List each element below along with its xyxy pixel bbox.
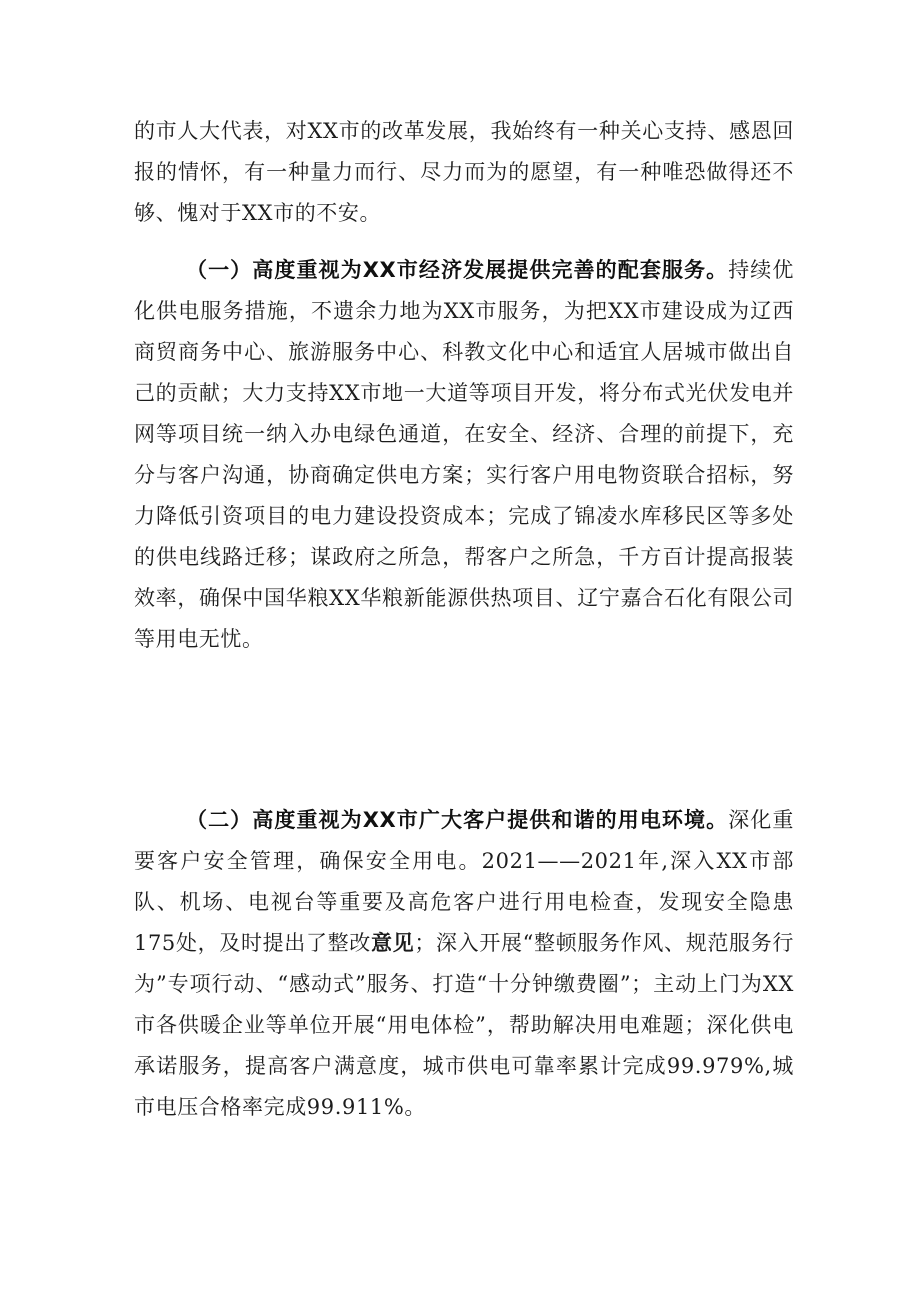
paragraph-body-part-1: 深化重要客户安全管理，确保安全用电。2021——2021年,深入XX市部队、机场、电视台等重要及高危客户进行用电检查，发现安全隐患175处，及时提出了整改 <box>134 808 794 955</box>
section-heading-2: （二）高度重视为XX市广大客户提供和谐的用电环境。 <box>186 808 729 832</box>
paragraph-section-1 <box>134 250 794 660</box>
section-heading-1: （一）高度重视为XX市经济发展提供完善的配套服务。 <box>186 258 729 282</box>
paragraph-section-2 <box>134 800 794 1128</box>
paragraph-intro-continuation <box>134 111 794 234</box>
paragraph-body: 的市人大代表，对XX市的改革发展，我始终有一种关心支持、感恩回报的情怀，有一种量力而行、尽力而为的愿望，有一种唯恐做得还不够、愧对于XX市的不安。 <box>134 119 794 225</box>
emphasized-word: 意见 <box>370 931 415 955</box>
paragraph-body-part-2: ；深入开展“整顿服务作风、规范服务行为”专项行动、“感动式”服务、打造“十分钟缴费圈”；主动上门为XX市各供暖企业等单位开展“用电体检”，帮助解决用电难题；深化供电承诺服务，提高客户满意度，城市供电可靠率累计完成99.979%,城市电压合格率完成99.911%。 <box>134 931 794 1119</box>
paragraph-body: 持续优化供电服务措施，不遗余力地为XX市服务，为把XX市建设成为辽西商贸商务中心、旅游服务中心、科教文化中心和适宜人居城市做出自己的贡献；大力支持XX市地一大道等项目开发，将分布式光伏发电并网等项目统一纳入办电绿色通道，在安全、经济、合理的前提下，充分与客户沟通，协商确定供电方案；实行客户用电物资联合招标，努力降低引资项目的电力建设投资成本；完成了锦凌水库移民区等多处的供电线路迁移；谋政府之所急，帮客户之所急，千方百计提高报装效率，确保中国华粮XX华粮新能源供热项目、辽宁嘉合石化有限公司等用电无忧。 <box>134 258 794 651</box>
